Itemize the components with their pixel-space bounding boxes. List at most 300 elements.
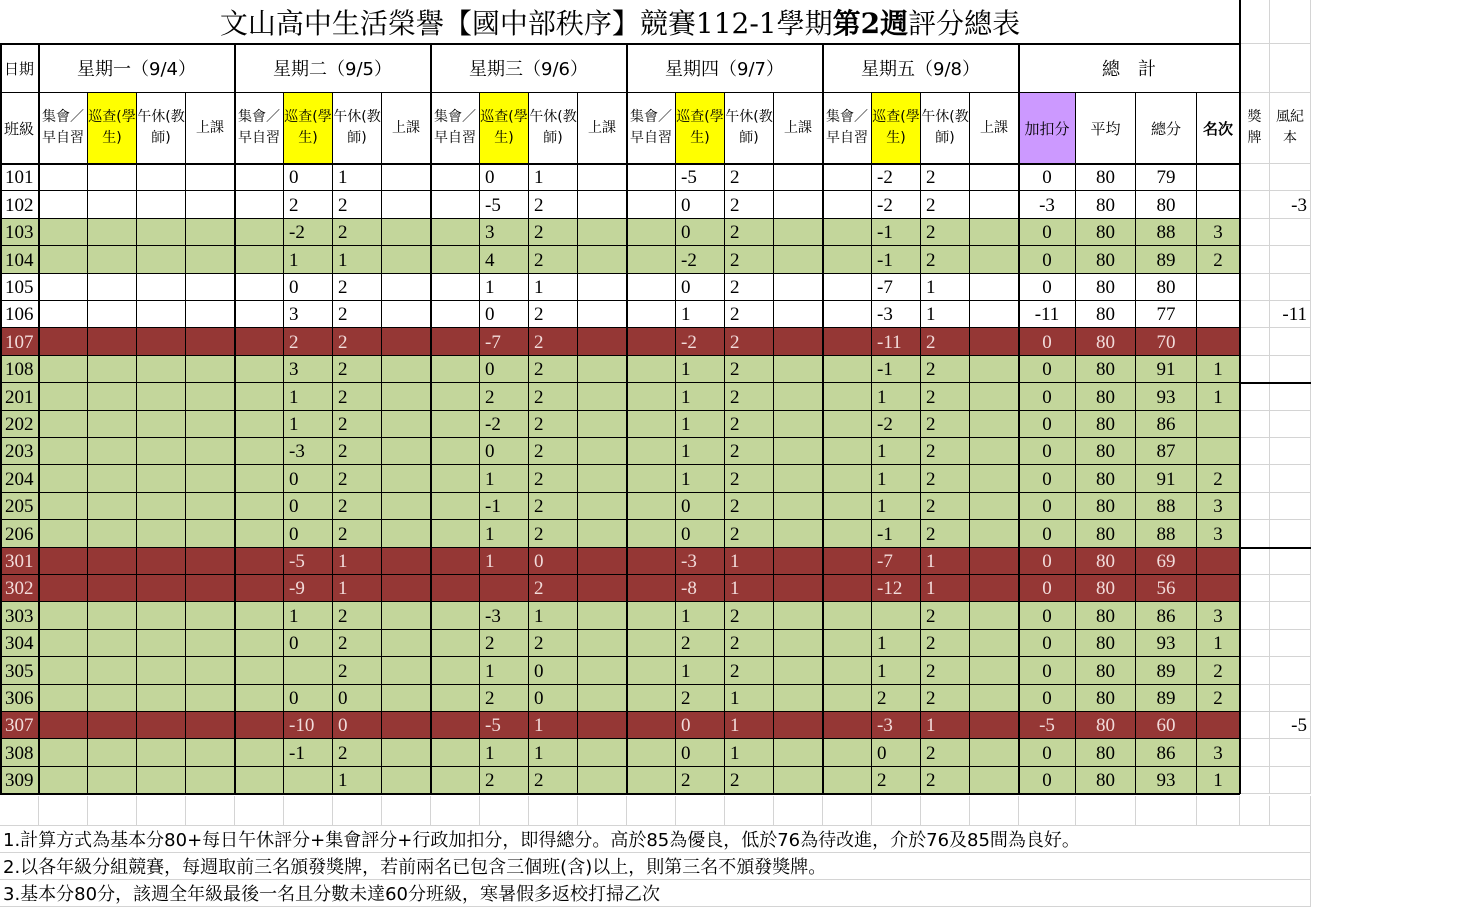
score-cell — [186, 575, 235, 602]
average-cell: 80 — [1076, 630, 1136, 657]
score-cell — [431, 465, 480, 492]
score-cell: 1 — [480, 739, 529, 766]
score-cell — [970, 520, 1019, 547]
score-cell — [235, 520, 284, 547]
score-cell — [823, 191, 872, 218]
score-cell — [382, 191, 431, 218]
score-cell — [186, 465, 235, 492]
day-header: 星期四（9/7） — [627, 44, 823, 93]
award-cell[interactable] — [1240, 328, 1270, 355]
score-cell: 0 — [284, 274, 333, 301]
score-cell: 2 — [725, 657, 774, 684]
score-cell — [39, 767, 88, 794]
average-cell: 80 — [1076, 575, 1136, 602]
score-cell — [627, 274, 676, 301]
score-cell: 0 — [333, 712, 382, 739]
score-cell — [382, 630, 431, 657]
score-cell — [823, 739, 872, 766]
score-cell — [431, 438, 480, 465]
score-cell: 0 — [676, 712, 725, 739]
score-cell — [970, 739, 1019, 766]
score-cell: 1 — [676, 465, 725, 492]
score-cell: 1 — [725, 739, 774, 766]
score-cell: 2 — [725, 602, 774, 629]
score-cell — [578, 301, 627, 328]
score-cell: 0 — [284, 520, 333, 547]
score-cell: 1 — [480, 465, 529, 492]
record-book-cell[interactable] — [1270, 520, 1311, 547]
award-cell[interactable] — [1240, 493, 1270, 520]
bonus-cell: 0 — [1019, 383, 1076, 410]
score-cell — [382, 246, 431, 273]
grid-cell[interactable] — [431, 796, 480, 826]
score-cell — [382, 575, 431, 602]
score-cell — [39, 575, 88, 602]
bonus-cell: -11 — [1019, 301, 1076, 328]
score-cell: 2 — [529, 520, 578, 547]
score-cell: 2 — [333, 438, 382, 465]
score-cell: -2 — [284, 219, 333, 246]
score-cell — [823, 164, 872, 191]
score-cell — [970, 630, 1019, 657]
score-cell: 2 — [333, 630, 382, 657]
title-week: 第2週 — [832, 7, 909, 40]
title-suffix: 評分總表 — [908, 7, 1021, 40]
record-book-cell[interactable] — [1270, 548, 1311, 575]
score-cell — [627, 383, 676, 410]
score-cell — [627, 328, 676, 355]
nap-header: 午休(教師) — [921, 93, 970, 164]
score-cell: 1 — [480, 520, 529, 547]
bonus-cell: -5 — [1019, 712, 1076, 739]
score-cell: 2 — [725, 219, 774, 246]
score-cell — [235, 411, 284, 438]
score-cell — [186, 602, 235, 629]
score-cell: 0 — [676, 274, 725, 301]
score-cell — [186, 328, 235, 355]
score-cell — [39, 712, 88, 739]
score-cell — [970, 191, 1019, 218]
assembly-header: 集會／早自習 — [431, 93, 480, 164]
class-number: 203 — [0, 438, 39, 465]
score-cell — [431, 328, 480, 355]
score-cell: 0 — [529, 657, 578, 684]
record-book-cell[interactable] — [1270, 164, 1311, 191]
total-score-cell: 89 — [1136, 246, 1197, 273]
rank-cell: 3 — [1197, 219, 1240, 246]
rank-cell — [1197, 712, 1240, 739]
score-cell: -1 — [872, 246, 921, 273]
score-cell: 2 — [921, 520, 970, 547]
rank-cell — [1197, 548, 1240, 575]
score-cell: 2 — [725, 301, 774, 328]
grid-cell[interactable] — [970, 796, 1019, 826]
score-cell: 1 — [921, 548, 970, 575]
score-cell — [774, 602, 823, 629]
grid-cell[interactable] — [1270, 44, 1311, 93]
award-cell[interactable] — [1240, 739, 1270, 766]
award-cell[interactable] — [1240, 520, 1270, 547]
table-right-border — [1239, 0, 1241, 794]
score-cell — [382, 712, 431, 739]
score-cell — [774, 438, 823, 465]
award-cell[interactable] — [1240, 602, 1270, 629]
score-cell — [88, 630, 137, 657]
score-cell: 2 — [725, 465, 774, 492]
score-cell: 2 — [333, 739, 382, 766]
score-cell — [137, 630, 186, 657]
score-cell — [382, 301, 431, 328]
record-book-cell[interactable]: -5 — [1270, 712, 1311, 739]
grid-cell[interactable] — [1197, 796, 1240, 826]
score-cell: 2 — [333, 465, 382, 492]
score-cell: 3 — [480, 219, 529, 246]
score-cell — [431, 739, 480, 766]
grid-cell[interactable] — [1240, 0, 1270, 44]
grid-cell[interactable] — [774, 796, 823, 826]
grid-cell[interactable] — [627, 796, 676, 826]
grid-cell[interactable] — [578, 796, 627, 826]
rank-cell: 3 — [1197, 493, 1240, 520]
score-cell: 2 — [921, 411, 970, 438]
patrol-header: 巡查(學生) — [284, 93, 333, 164]
class-number: 307 — [0, 712, 39, 739]
class-number: 202 — [0, 411, 39, 438]
score-cell — [137, 164, 186, 191]
grid-cell[interactable] — [235, 796, 284, 826]
score-cell — [235, 712, 284, 739]
class-col-separator — [38, 44, 40, 794]
record-book-cell[interactable] — [1270, 356, 1311, 383]
score-cell: 0 — [333, 685, 382, 712]
average-cell: 80 — [1076, 520, 1136, 547]
score-cell — [88, 356, 137, 383]
score-cell — [774, 575, 823, 602]
score-cell: -3 — [872, 712, 921, 739]
class-number: 104 — [0, 246, 39, 273]
score-cell — [186, 493, 235, 520]
score-cell — [578, 493, 627, 520]
award-cell[interactable] — [1240, 383, 1270, 410]
score-cell — [872, 602, 921, 629]
score-cell: 1 — [480, 548, 529, 575]
score-cell — [137, 739, 186, 766]
score-cell — [382, 685, 431, 712]
rank-cell: 2 — [1197, 657, 1240, 684]
class-number: 306 — [0, 685, 39, 712]
score-cell: 2 — [676, 767, 725, 794]
score-cell: -8 — [676, 575, 725, 602]
award-cell[interactable] — [1240, 246, 1270, 273]
score-cell: 0 — [284, 685, 333, 712]
total-score-cell: 93 — [1136, 383, 1197, 410]
score-cell: 0 — [480, 164, 529, 191]
class-number: 309 — [0, 767, 39, 794]
score-cell — [627, 465, 676, 492]
rank-cell — [1197, 301, 1240, 328]
score-cell — [774, 465, 823, 492]
score-cell — [578, 767, 627, 794]
score-cell — [39, 356, 88, 383]
score-cell: -2 — [676, 328, 725, 355]
average-cell: 80 — [1076, 493, 1136, 520]
class-period-header: 上課 — [970, 93, 1019, 164]
score-cell: 2 — [725, 191, 774, 218]
score-cell — [137, 548, 186, 575]
grid-cell[interactable] — [1019, 796, 1076, 826]
score-cell — [235, 493, 284, 520]
score-cell: 1 — [529, 164, 578, 191]
total-score-cell: 70 — [1136, 328, 1197, 355]
score-cell — [774, 328, 823, 355]
record-book-cell[interactable] — [1270, 274, 1311, 301]
score-cell: -3 — [872, 301, 921, 328]
rank-cell — [1197, 575, 1240, 602]
score-cell — [382, 548, 431, 575]
score-cell — [39, 657, 88, 684]
grid-cell[interactable] — [480, 796, 529, 826]
record-book-cell[interactable] — [1270, 465, 1311, 492]
score-cell — [823, 246, 872, 273]
score-cell: 2 — [529, 383, 578, 410]
score-cell — [578, 602, 627, 629]
score-cell: 1 — [872, 383, 921, 410]
record-book-cell[interactable] — [1270, 383, 1311, 410]
score-cell — [578, 274, 627, 301]
record-book-cell[interactable]: -11 — [1270, 301, 1311, 328]
score-cell — [382, 520, 431, 547]
score-cell: 1 — [480, 274, 529, 301]
score-cell — [235, 438, 284, 465]
award-cell[interactable] — [1240, 356, 1270, 383]
table-left-border — [0, 44, 2, 794]
record-book-cell[interactable] — [1270, 685, 1311, 712]
record-book-cell[interactable] — [1270, 219, 1311, 246]
grid-cell[interactable] — [1136, 796, 1197, 826]
record-book-cell[interactable] — [1270, 246, 1311, 273]
class-number: 206 — [0, 520, 39, 547]
score-cell — [823, 520, 872, 547]
record-book-cell[interactable] — [1270, 493, 1311, 520]
bonus-cell: 0 — [1019, 520, 1076, 547]
score-cell: 1 — [921, 575, 970, 602]
score-cell — [39, 383, 88, 410]
record-book-cell[interactable] — [1270, 411, 1311, 438]
grid-cell[interactable] — [529, 796, 578, 826]
score-cell — [627, 602, 676, 629]
class-number: 305 — [0, 657, 39, 684]
record-book-cell[interactable] — [1270, 630, 1311, 657]
score-cell — [88, 575, 137, 602]
score-cell: 2 — [480, 383, 529, 410]
score-cell — [578, 164, 627, 191]
total-score-cell: 56 — [1136, 575, 1197, 602]
score-cell — [431, 274, 480, 301]
award-cell[interactable] — [1240, 191, 1270, 218]
total-score-cell: 77 — [1136, 301, 1197, 328]
score-cell — [578, 438, 627, 465]
record-book-cell[interactable] — [1270, 767, 1311, 794]
score-cell — [823, 630, 872, 657]
assembly-header: 集會／早自習 — [235, 93, 284, 164]
score-cell: 2 — [725, 328, 774, 355]
score-cell — [39, 602, 88, 629]
score-cell — [774, 411, 823, 438]
grid-cell[interactable] — [725, 796, 774, 826]
score-cell — [823, 328, 872, 355]
score-cell — [186, 739, 235, 766]
score-cell — [578, 712, 627, 739]
award-cell[interactable] — [1240, 630, 1270, 657]
award-cell[interactable] — [1240, 438, 1270, 465]
day-header: 星期三（9/6） — [431, 44, 627, 93]
score-cell: 1 — [529, 712, 578, 739]
score-cell: 1 — [872, 465, 921, 492]
score-cell — [235, 548, 284, 575]
rank-cell: 1 — [1197, 383, 1240, 410]
score-cell — [774, 520, 823, 547]
record-book-cell[interactable] — [1270, 328, 1311, 355]
bonus-cell: 0 — [1019, 767, 1076, 794]
score-cell — [627, 246, 676, 273]
score-cell — [970, 274, 1019, 301]
award-cell[interactable] — [1240, 164, 1270, 191]
grid-cell[interactable] — [1240, 44, 1270, 93]
score-cell — [382, 164, 431, 191]
score-cell — [88, 246, 137, 273]
total-score-cell: 86 — [1136, 602, 1197, 629]
score-cell — [235, 328, 284, 355]
rank-cell: 3 — [1197, 739, 1240, 766]
score-cell: -12 — [872, 575, 921, 602]
grid-cell[interactable] — [872, 796, 921, 826]
score-cell: 0 — [676, 493, 725, 520]
grid-cell[interactable] — [1270, 0, 1311, 44]
award-cell[interactable] — [1240, 465, 1270, 492]
score-cell — [431, 164, 480, 191]
score-cell — [970, 356, 1019, 383]
score-cell — [186, 191, 235, 218]
score-cell: 2 — [921, 739, 970, 766]
grid-cell[interactable] — [823, 796, 872, 826]
score-cell — [186, 712, 235, 739]
award-cell[interactable] — [1240, 767, 1270, 794]
score-cell — [970, 493, 1019, 520]
score-cell — [627, 739, 676, 766]
score-cell — [88, 767, 137, 794]
grid-cell[interactable] — [39, 796, 88, 826]
score-cell: 2 — [529, 438, 578, 465]
award-cell[interactable] — [1240, 575, 1270, 602]
grid-cell[interactable] — [284, 796, 333, 826]
record-book-cell[interactable] — [1270, 739, 1311, 766]
award-cell[interactable] — [1240, 301, 1270, 328]
score-cell: -3 — [284, 438, 333, 465]
grid-cell[interactable] — [1270, 796, 1311, 826]
score-cell — [382, 465, 431, 492]
grid-cell[interactable] — [676, 796, 725, 826]
award-cell[interactable] — [1240, 685, 1270, 712]
award-cell[interactable] — [1240, 274, 1270, 301]
score-cell — [578, 328, 627, 355]
score-cell — [137, 191, 186, 218]
score-cell: 2 — [921, 630, 970, 657]
score-cell — [970, 383, 1019, 410]
grid-cell[interactable] — [921, 796, 970, 826]
score-cell — [627, 712, 676, 739]
score-cell — [970, 328, 1019, 355]
score-cell: 2 — [333, 356, 382, 383]
grid-cell[interactable] — [88, 796, 137, 826]
class-period-header: 上課 — [774, 93, 823, 164]
header-top-border — [0, 43, 1240, 45]
rank-cell — [1197, 328, 1240, 355]
score-cell — [382, 767, 431, 794]
record-book-cell[interactable] — [1270, 438, 1311, 465]
score-cell — [823, 274, 872, 301]
grid-cell[interactable] — [382, 796, 431, 826]
score-cell — [235, 356, 284, 383]
grade7-separator — [1240, 382, 1311, 384]
score-cell — [382, 274, 431, 301]
score-cell — [39, 219, 88, 246]
record-book-cell[interactable] — [1270, 575, 1311, 602]
bonus-header: 加扣分 — [1019, 93, 1076, 164]
grid-cell[interactable] — [137, 796, 186, 826]
record-book-cell[interactable] — [1270, 657, 1311, 684]
score-cell: 2 — [333, 493, 382, 520]
grid-cell[interactable] — [0, 796, 39, 826]
award-cell[interactable] — [1240, 657, 1270, 684]
record-book-cell[interactable]: -3 — [1270, 191, 1311, 218]
score-cell — [627, 685, 676, 712]
award-cell[interactable] — [1240, 219, 1270, 246]
grid-cell[interactable] — [1076, 796, 1136, 826]
bonus-cell: 0 — [1019, 328, 1076, 355]
grid-cell[interactable] — [333, 796, 382, 826]
score-cell: 0 — [872, 739, 921, 766]
rank-cell — [1197, 164, 1240, 191]
score-cell — [431, 685, 480, 712]
class-number: 205 — [0, 493, 39, 520]
score-cell — [823, 548, 872, 575]
score-cell — [823, 465, 872, 492]
award-cell[interactable] — [1240, 548, 1270, 575]
score-cell — [88, 493, 137, 520]
award-cell[interactable] — [1240, 712, 1270, 739]
total-score-header: 總分 — [1136, 93, 1197, 164]
score-cell: 2 — [480, 630, 529, 657]
score-cell — [88, 274, 137, 301]
score-cell: 2 — [921, 191, 970, 218]
score-cell: 2 — [921, 383, 970, 410]
score-cell: 1 — [284, 383, 333, 410]
grid-cell[interactable] — [186, 796, 235, 826]
grid-cell[interactable] — [1240, 796, 1270, 826]
record-book-cell[interactable] — [1270, 602, 1311, 629]
score-cell — [137, 465, 186, 492]
average-cell: 80 — [1076, 657, 1136, 684]
award-cell[interactable] — [1240, 411, 1270, 438]
score-cell — [235, 164, 284, 191]
bonus-cell: 0 — [1019, 465, 1076, 492]
score-cell — [382, 328, 431, 355]
score-cell — [137, 520, 186, 547]
average-header: 平均 — [1076, 93, 1136, 164]
score-cell — [627, 411, 676, 438]
total-score-cell: 93 — [1136, 630, 1197, 657]
score-cell — [431, 356, 480, 383]
